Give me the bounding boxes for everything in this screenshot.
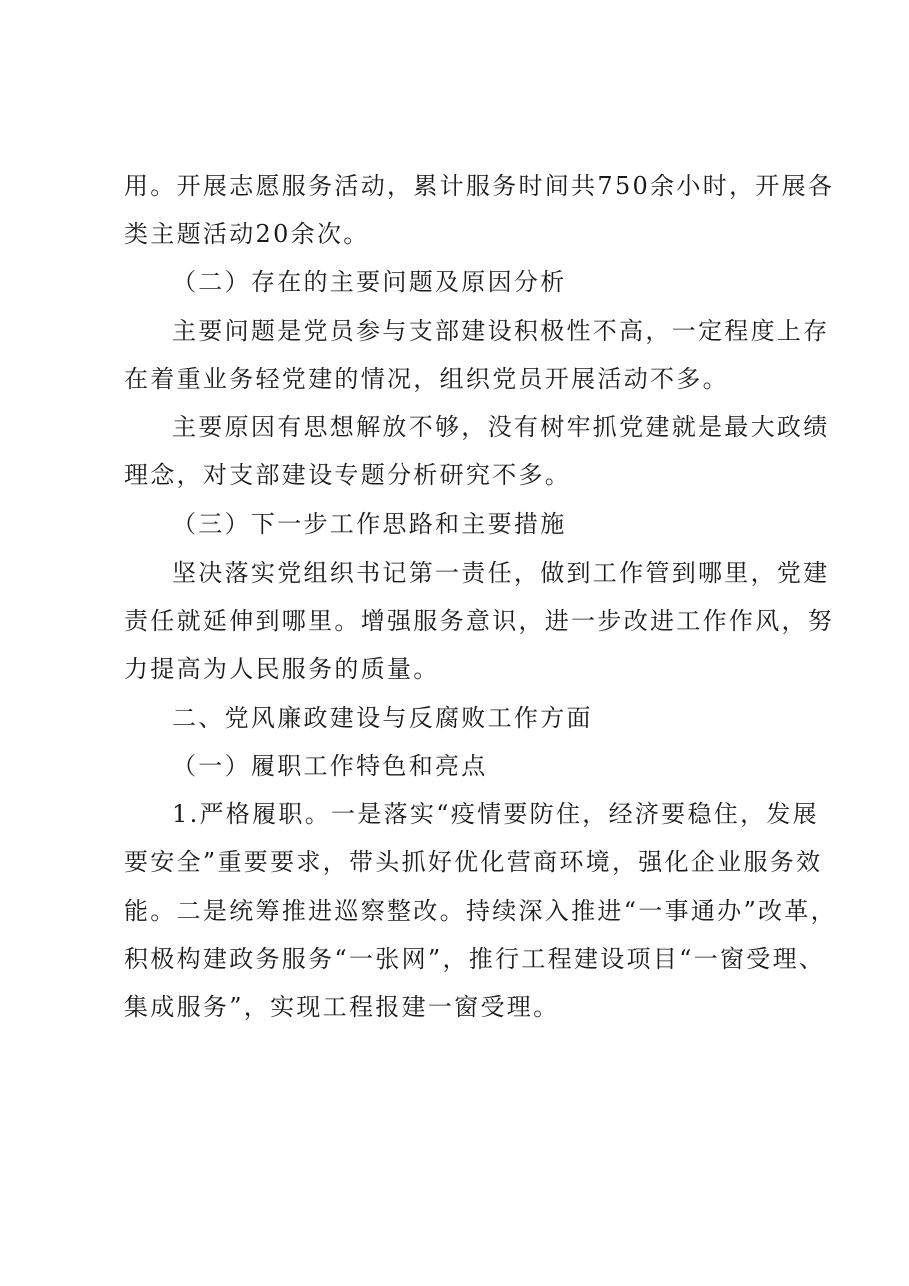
body-text-line: 责任就延伸到哪里。增强服务意识，进一步改进工作作风，努 [124, 607, 835, 635]
body-text-line: 主要问题是党员参与支部建设积极性不高，一定程度上存 [172, 317, 830, 345]
section-heading: （三）下一步工作思路和主要措施 [172, 510, 567, 538]
section-heading: 二、党风廉政建设与反腐败工作方面 [172, 704, 593, 732]
body-text-line: 要安全”重要要求，带头抓好优化营商环境，强化企业服务效 [124, 848, 823, 876]
section-heading: （二）存在的主要问题及原因分析 [172, 268, 567, 296]
body-text-line: 理念，对支部建设专题分析研究不多。 [124, 461, 572, 489]
body-text-line: 类主题活动20余次。 [124, 220, 370, 248]
body-text-line: 能。二是统筹推进巡察整改。持续深入推进“一事通办”改革， [124, 897, 837, 925]
body-text-line: 坚决落实党组织书记第一责任，做到工作管到哪里，党建 [172, 559, 830, 587]
section-heading: （一）履职工作特色和亮点 [172, 752, 488, 780]
body-text-line: 力提高为人民服务的质量。 [124, 655, 440, 683]
body-text-line: 主要原因有思想解放不够，没有树牢抓党建就是最大政绩 [172, 413, 830, 441]
body-text-line: 1.严格履职。一是落实“疫情要防住，经济要稳住，发展 [172, 800, 819, 828]
body-text-line: 用。开展志愿服务活动，累计服务时间共750余小时，开展各 [124, 172, 835, 200]
body-text-line: 集成服务”，实现工程报建一窗受理。 [124, 993, 560, 1021]
body-text-line: 在着重业务轻党建的情况，组织党员开展活动不多。 [124, 365, 729, 393]
body-text-line: 积极构建政务服务“一张网”，推行工程建设项目“一窗受理、 [124, 945, 826, 973]
